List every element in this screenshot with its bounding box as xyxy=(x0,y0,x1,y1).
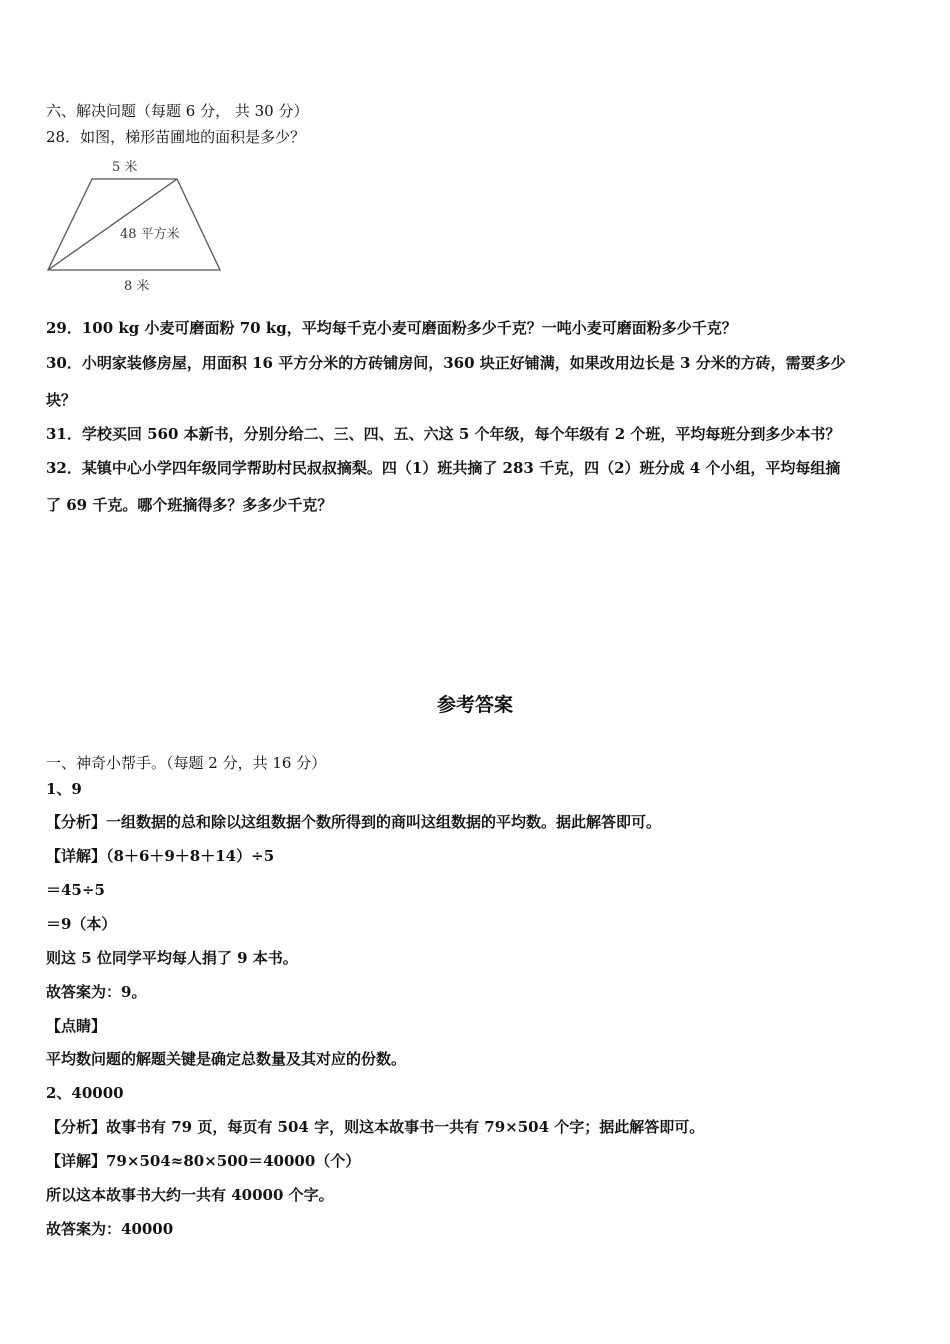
area-label: 48 平方米 xyxy=(120,227,180,242)
trapezoid-outline xyxy=(48,179,220,270)
trapezoid-diagonal xyxy=(48,179,177,270)
answer-1-step-2: ＝9（本） xyxy=(46,915,117,933)
answer-2-analysis: 【分析】故事书有 79 页，每页有 504 字，则这本故事书一共有 79×504 个字；据此解答即可。 xyxy=(46,1118,705,1136)
question-30-line-2: 块？ xyxy=(46,391,77,409)
bottom-side-label: 8 米 xyxy=(124,279,150,294)
section-heading: 六、解决问题（每题 6 分， 共 30 分） xyxy=(46,102,309,120)
answer-1-final: 故答案为：9。 xyxy=(46,983,147,1001)
answer-2-number: 2、40000 xyxy=(46,1084,124,1102)
question-29: 29．100 kg 小麦可磨面粉 70 kg，平均每千克小麦可磨面粉多少千克？一吨小麦可磨面粉多少千克？ xyxy=(46,319,737,337)
answer-2-detail: 【详解】79×504≈80×500＝40000（个） xyxy=(46,1152,361,1170)
answer-1-comment-label: 【点睛】 xyxy=(46,1017,107,1035)
answer-1-number: 1、9 xyxy=(46,780,82,798)
question-32-line-1: 32．某镇中心小学四年级同学帮助村民叔叔摘梨。四（1）班共摘了 283 千克，四（2）班分成 4 个小组，平均每组摘 xyxy=(46,459,841,477)
answer-1-conclusion: 则这 5 位同学平均每人捐了 9 本书。 xyxy=(46,949,298,967)
question-31: 31．学校买回 560 本新书，分别分给二、三、四、五、六这 5 个年级，每个年级有 2 个班，平均每班分到多少本书？ xyxy=(46,425,841,443)
answer-2-conclusion: 所以这本故事书大约一共有 40000 个字。 xyxy=(46,1186,334,1204)
answer-1-step-1: ＝45÷5 xyxy=(46,881,105,899)
answers-title: 参考答案 xyxy=(436,694,513,716)
question-28: 28．如图，梯形苗圃地的面积是多少？ xyxy=(46,128,306,146)
answer-2-final: 故答案为：40000 xyxy=(46,1220,174,1238)
trapezoid-figure xyxy=(40,152,230,297)
top-side-label: 5 米 xyxy=(112,160,138,175)
question-30-line-1: 30．小明家装修房屋，用面积 16 平方分米的方砖铺房间，360 块正好铺满，如果改用边长是 3 分米的方砖，需要多少 xyxy=(46,354,846,372)
answer-1-comment: 平均数问题的解题关键是确定总数量及其对应的份数。 xyxy=(46,1050,407,1068)
question-32-line-2: 了 69 千克。哪个班摘得多？多多少千克？ xyxy=(46,496,333,514)
answer-1-analysis: 【分析】一组数据的总和除以这组数据个数所得到的商叫这组数据的平均数。据此解答即可。 xyxy=(46,813,662,831)
answer-1-detail: 【详解】（8＋6＋9＋8＋14）÷5 xyxy=(46,847,275,865)
answers-section-heading: 一、神奇小帮手。（每题 2 分，共 16 分） xyxy=(46,754,327,772)
